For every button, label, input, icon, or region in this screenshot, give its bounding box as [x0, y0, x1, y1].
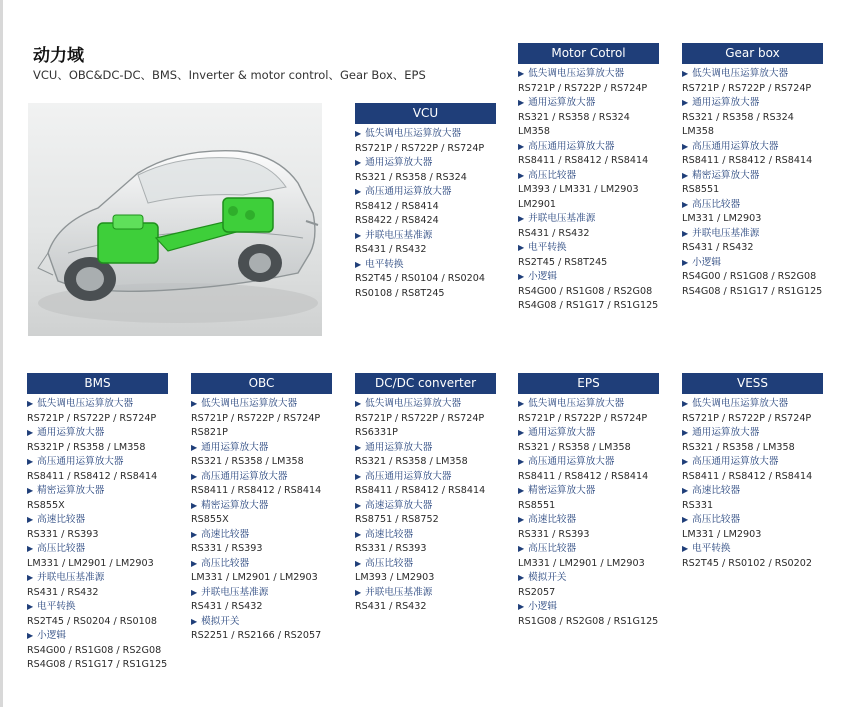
triangle-right-icon: ▶ — [355, 500, 362, 510]
triangle-right-icon: ▶ — [355, 471, 362, 481]
category-text: 高压比较器 — [528, 169, 577, 181]
part-numbers: LM331 / LM2901 / LM2903 — [27, 557, 154, 569]
category-label — [682, 426, 823, 441]
card-header: Motor Cotrol — [518, 43, 659, 64]
part-numbers: RS8412 / RS8414 — [355, 200, 439, 212]
triangle-right-icon: ▶ — [518, 214, 525, 223]
category-label — [355, 258, 496, 273]
triangle-right-icon: ▶ — [518, 544, 525, 553]
triangle-right-icon: ▶ — [191, 500, 198, 510]
part-numbers: RS4G08 / RS1G17 / RS1G125 — [518, 300, 659, 311]
category-text: 精密运算放大器 — [692, 169, 760, 181]
part-numbers: RS2057 — [518, 586, 556, 598]
part-numbers: RS321 / RS358 / LM358 — [355, 456, 468, 467]
triangle-right-icon: ▶ — [682, 170, 689, 180]
part-numbers: RS8411 / RS8412 / RS8414 — [27, 470, 158, 482]
category-label — [355, 229, 496, 244]
part-numbers: RS331 / RS393 — [27, 528, 99, 540]
part-numbers: RS2T45 / RS0204 / RS0108 — [27, 615, 157, 627]
triangle-right-icon: ▶ — [27, 544, 34, 553]
category-label — [518, 455, 659, 470]
card-header: Gear box — [682, 43, 823, 64]
triangle-right-icon: ▶ — [355, 187, 362, 196]
part-numbers: RS4G00 / RS1G08 / RS2G08 — [518, 285, 653, 297]
triangle-right-icon: ▶ — [518, 515, 525, 524]
triangle-right-icon: ▶ — [518, 486, 525, 495]
triangle-right-icon: ▶ — [682, 199, 689, 209]
part-numbers: LM331 / LM2901 / LM2903 — [518, 557, 645, 569]
category-label — [191, 499, 332, 514]
part-numbers: RS821P — [191, 427, 228, 438]
part-numbers: RS2T45 / RS0104 / RS0204 — [355, 273, 485, 284]
triangle-right-icon: ▶ — [355, 129, 362, 138]
triangle-right-icon: ▶ — [355, 158, 362, 167]
part-numbers: RS721P / RS722P / RS724P — [518, 82, 648, 94]
card-vcu — [355, 103, 496, 301]
card-header: DC/DC converter — [355, 373, 496, 394]
category-label — [355, 127, 496, 142]
category-text: 低失调电压运算放大器 — [365, 398, 462, 409]
triangle-right-icon: ▶ — [682, 228, 689, 238]
card-vess — [682, 373, 823, 571]
card-header: BMS — [27, 373, 168, 394]
category-text: 小逻辑 — [528, 601, 557, 612]
category-label — [518, 169, 659, 184]
category-label — [682, 542, 823, 557]
category-text: 低失调电压运算放大器 — [365, 128, 462, 139]
category-text: 模拟开关 — [201, 615, 240, 627]
triangle-right-icon: ▶ — [191, 442, 198, 452]
part-numbers: RS431 / RS432 — [355, 601, 427, 612]
category-text: 小逻辑 — [37, 630, 66, 641]
category-label — [27, 600, 168, 615]
triangle-right-icon: ▶ — [191, 587, 198, 597]
category-text: 通用运算放大器 — [692, 97, 760, 108]
category-label — [518, 96, 659, 111]
category-text: 低失调电压运算放大器 — [528, 398, 625, 409]
part-numbers: RS331 / RS393 — [518, 528, 590, 540]
triangle-right-icon: ▶ — [27, 573, 34, 582]
part-numbers: RS8411 / RS8412 / RS8414 — [191, 485, 322, 496]
category-label — [355, 528, 496, 543]
category-label — [355, 156, 496, 171]
part-numbers: LM331 / LM2901 / LM2903 — [191, 572, 318, 583]
category-text: 精密运算放大器 — [201, 499, 269, 511]
triangle-right-icon: ▶ — [355, 442, 362, 452]
category-label — [518, 140, 659, 155]
category-text: 通用运算放大器 — [201, 441, 269, 453]
triangle-right-icon: ▶ — [27, 631, 34, 640]
part-numbers: RS721P / RS722P / RS724P — [355, 142, 485, 154]
part-numbers: RS321 / RS358 / LM358 — [191, 456, 304, 467]
triangle-right-icon: ▶ — [355, 558, 362, 568]
part-numbers: LM2901 — [518, 198, 557, 210]
category-text: 低失调电压运算放大器 — [692, 398, 789, 409]
card-obc — [191, 373, 332, 644]
part-numbers: RS431 / RS432 — [682, 242, 754, 253]
category-label — [682, 140, 823, 155]
part-numbers: RS431 / RS432 — [191, 601, 263, 612]
category-label — [518, 571, 659, 586]
category-text: 电平转换 — [692, 543, 731, 554]
category-label — [355, 397, 496, 412]
category-label — [27, 484, 168, 499]
page-subtitle: VCU、OBC&DC-DC、BMS、Inverter & motor control、Gear Box、EPS — [33, 68, 426, 82]
category-label — [518, 270, 659, 285]
part-numbers: RS4G00 / RS1G08 / RS2G08 — [27, 644, 162, 656]
triangle-right-icon: ▶ — [682, 428, 689, 437]
part-numbers: RS8411 / RS8412 / RS8414 — [682, 155, 813, 166]
category-text: 高压通用运算放大器 — [365, 186, 452, 197]
card-dcdc-converter — [355, 373, 496, 615]
category-label — [518, 67, 659, 82]
category-text: 电平转换 — [365, 258, 404, 270]
category-label — [191, 586, 332, 601]
category-label — [27, 542, 168, 557]
triangle-right-icon: ▶ — [682, 141, 689, 151]
category-label — [27, 455, 168, 470]
category-label — [191, 397, 332, 412]
category-text: 并联电压基准源 — [37, 572, 105, 583]
category-label — [518, 513, 659, 528]
triangle-right-icon: ▶ — [682, 515, 689, 524]
triangle-right-icon: ▶ — [518, 170, 525, 180]
triangle-right-icon: ▶ — [682, 98, 689, 107]
part-numbers: RS8411 / RS8412 / RS8414 — [518, 155, 649, 166]
category-text: 通用运算放大器 — [37, 427, 105, 438]
triangle-right-icon: ▶ — [191, 471, 198, 481]
part-numbers: RS0108 / RS8T245 — [355, 287, 445, 299]
part-numbers: LM331 / LM2903 — [682, 528, 762, 540]
triangle-right-icon: ▶ — [518, 602, 525, 611]
part-numbers: RS2T45 / RS8T245 — [518, 256, 608, 268]
car-illustration — [28, 103, 322, 336]
triangle-right-icon: ▶ — [355, 587, 362, 597]
card-header: VESS — [682, 373, 823, 394]
category-text: 高压通用运算放大器 — [37, 456, 124, 467]
part-numbers: RS721P / RS722P / RS724P — [682, 412, 812, 424]
triangle-right-icon: ▶ — [518, 457, 525, 466]
triangle-right-icon: ▶ — [355, 230, 362, 240]
triangle-right-icon: ▶ — [27, 399, 34, 408]
triangle-right-icon: ▶ — [682, 486, 689, 495]
part-numbers: RS4G00 / RS1G08 / RS2G08 — [682, 271, 817, 282]
part-numbers: RS721P / RS722P / RS724P — [682, 82, 812, 94]
triangle-right-icon: ▶ — [518, 98, 525, 107]
part-numbers: RS431 / RS432 — [27, 586, 99, 598]
part-numbers: LM331 / LM2903 — [682, 213, 762, 224]
category-label — [355, 441, 496, 456]
part-numbers: RS6331P — [355, 427, 398, 438]
triangle-right-icon: ▶ — [191, 616, 198, 626]
category-text: 通用运算放大器 — [692, 427, 760, 438]
part-numbers: LM393 / LM331 / LM2903 — [518, 184, 639, 195]
category-text: 通用运算放大器 — [365, 441, 433, 453]
category-text: 通用运算放大器 — [365, 157, 433, 168]
category-label — [682, 455, 823, 470]
category-label — [682, 256, 823, 271]
category-label — [518, 600, 659, 615]
part-numbers: RS8411 / RS8412 / RS8414 — [682, 470, 813, 482]
category-text: 低失调电压运算放大器 — [528, 68, 625, 79]
part-numbers: RS721P / RS722P / RS724P — [518, 412, 648, 424]
category-label — [518, 426, 659, 441]
category-label — [191, 557, 332, 572]
triangle-right-icon: ▶ — [355, 399, 362, 408]
triangle-right-icon: ▶ — [355, 529, 362, 539]
category-label — [682, 484, 823, 499]
category-label — [191, 470, 332, 485]
category-text: 高压比较器 — [528, 543, 577, 554]
part-numbers: LM358 — [682, 126, 714, 137]
card-eps — [518, 373, 659, 629]
part-numbers: RS321 / RS358 / LM358 — [682, 441, 795, 453]
category-text: 并联电压基准源 — [365, 586, 433, 598]
category-label — [191, 615, 332, 630]
part-numbers: RS331 / RS393 — [191, 543, 263, 554]
part-numbers: RS8751 / RS8752 — [355, 514, 439, 525]
card-header: VCU — [355, 103, 496, 124]
category-text: 高压通用运算放大器 — [201, 470, 288, 482]
category-label — [191, 528, 332, 543]
category-label — [682, 513, 823, 528]
part-numbers: RS8422 / RS8424 — [355, 215, 439, 226]
category-text: 精密运算放大器 — [528, 485, 596, 496]
category-label — [682, 169, 823, 184]
category-text: 高压通用运算放大器 — [692, 140, 779, 152]
triangle-right-icon: ▶ — [682, 544, 689, 553]
part-numbers: RS721P / RS722P / RS724P — [27, 412, 157, 424]
part-numbers: RS321 / RS358 / LM358 — [518, 441, 631, 453]
category-text: 高压通用运算放大器 — [365, 470, 452, 482]
category-text: 高压比较器 — [365, 557, 414, 569]
category-label — [682, 227, 823, 242]
category-text: 高速比较器 — [201, 528, 250, 540]
part-numbers: RS2251 / RS2166 / RS2057 — [191, 630, 322, 641]
category-text: 高压比较器 — [201, 557, 250, 569]
part-numbers: RS431 / RS432 — [355, 244, 427, 255]
triangle-right-icon: ▶ — [518, 141, 525, 151]
category-text: 低失调电压运算放大器 — [201, 398, 298, 409]
category-text: 小逻辑 — [692, 256, 721, 268]
part-numbers: LM393 / LM2903 — [355, 572, 435, 583]
triangle-right-icon: ▶ — [355, 259, 362, 269]
category-text: 通用运算放大器 — [528, 97, 596, 108]
category-label — [27, 426, 168, 441]
category-label — [682, 198, 823, 213]
part-numbers: RS321 / RS358 / RS324 — [682, 111, 794, 123]
category-text: 高速比较器 — [692, 485, 741, 496]
triangle-right-icon: ▶ — [191, 399, 198, 408]
card-motor-control — [518, 43, 659, 314]
triangle-right-icon: ▶ — [27, 457, 34, 466]
triangle-right-icon: ▶ — [682, 257, 689, 267]
triangle-right-icon: ▶ — [191, 529, 198, 539]
category-text: 高压通用运算放大器 — [692, 456, 779, 467]
part-numbers: RS4G08 / RS1G17 / RS1G125 — [682, 285, 823, 297]
triangle-right-icon: ▶ — [518, 69, 525, 78]
category-text: 高速比较器 — [37, 514, 86, 525]
triangle-right-icon: ▶ — [518, 428, 525, 437]
part-numbers: RS321 / RS358 / RS324 — [518, 111, 630, 123]
part-numbers: RS431 / RS432 — [518, 227, 590, 239]
category-text: 电平转换 — [37, 601, 76, 612]
part-numbers: RS721P / RS722P / RS724P — [355, 412, 485, 424]
card-bms — [27, 373, 168, 673]
part-numbers: RS8551 — [518, 499, 556, 511]
part-numbers: RS855X — [191, 514, 229, 525]
part-numbers: RS4G08 / RS1G17 / RS1G125 — [27, 659, 168, 670]
category-text: 并联电压基准源 — [528, 213, 596, 224]
category-text: 高压通用运算放大器 — [528, 140, 615, 152]
category-label — [355, 470, 496, 485]
part-numbers: RS2T45 / RS0102 / RS0202 — [682, 557, 812, 569]
part-numbers: RS8411 / RS8412 / RS8414 — [355, 485, 486, 496]
part-numbers: RS8551 — [682, 184, 720, 195]
triangle-right-icon: ▶ — [27, 515, 34, 524]
part-numbers: RS331 / RS393 — [355, 543, 427, 554]
triangle-right-icon: ▶ — [27, 486, 34, 495]
category-text: 模拟开关 — [528, 572, 567, 583]
category-label — [27, 629, 168, 644]
category-label — [682, 67, 823, 82]
category-text: 高压比较器 — [692, 198, 741, 210]
part-numbers: RS331 — [682, 499, 714, 511]
triangle-right-icon: ▶ — [518, 243, 525, 252]
triangle-right-icon: ▶ — [518, 399, 525, 408]
card-gear-box — [682, 43, 823, 299]
category-text: 高压比较器 — [692, 514, 741, 525]
category-text: 并联电压基准源 — [365, 229, 433, 241]
category-text: 低失调电压运算放大器 — [692, 68, 789, 79]
category-label — [518, 542, 659, 557]
category-label — [682, 397, 823, 412]
category-label — [518, 397, 659, 412]
triangle-right-icon: ▶ — [682, 69, 689, 78]
category-label — [518, 212, 659, 227]
category-text: 高速运算放大器 — [365, 499, 433, 511]
category-label — [682, 96, 823, 111]
card-header: EPS — [518, 373, 659, 394]
category-text: 低失调电压运算放大器 — [37, 398, 134, 409]
page-edge — [0, 0, 3, 707]
category-label — [518, 241, 659, 256]
part-numbers: LM358 — [518, 126, 550, 137]
category-text: 小逻辑 — [528, 271, 557, 282]
page-title: 动力域 — [33, 46, 84, 66]
part-numbers: RS321P / RS358 / LM358 — [27, 441, 146, 453]
category-text: 并联电压基准源 — [201, 586, 269, 598]
category-text: 通用运算放大器 — [528, 427, 596, 438]
category-text: 并联电压基准源 — [692, 227, 760, 239]
category-text: 高压通用运算放大器 — [528, 456, 615, 467]
triangle-right-icon: ▶ — [27, 602, 34, 611]
category-label — [518, 484, 659, 499]
triangle-right-icon: ▶ — [518, 272, 525, 281]
category-label — [355, 557, 496, 572]
card-header: OBC — [191, 373, 332, 394]
part-numbers: RS721P / RS722P / RS724P — [191, 412, 321, 424]
part-numbers: RS321 / RS358 / RS324 — [355, 171, 467, 183]
triangle-right-icon: ▶ — [191, 558, 198, 568]
category-text: 精密运算放大器 — [37, 485, 105, 496]
category-text: 高速比较器 — [528, 514, 577, 525]
car-xray-icon — [28, 103, 322, 336]
category-label — [355, 499, 496, 514]
triangle-right-icon: ▶ — [27, 428, 34, 437]
category-label — [27, 571, 168, 586]
part-numbers: RS855X — [27, 499, 65, 511]
triangle-right-icon: ▶ — [682, 399, 689, 408]
category-label — [355, 586, 496, 601]
category-text: 电平转换 — [528, 242, 567, 253]
category-text: 高速比较器 — [365, 528, 414, 540]
category-text: 高压比较器 — [37, 543, 86, 554]
part-numbers: RS1G08 / RS2G08 / RS1G125 — [518, 615, 659, 627]
category-label — [355, 185, 496, 200]
category-label — [27, 397, 168, 412]
triangle-right-icon: ▶ — [518, 573, 525, 582]
category-label — [27, 513, 168, 528]
category-label — [191, 441, 332, 456]
part-numbers: RS8411 / RS8412 / RS8414 — [518, 470, 649, 482]
triangle-right-icon: ▶ — [682, 457, 689, 466]
